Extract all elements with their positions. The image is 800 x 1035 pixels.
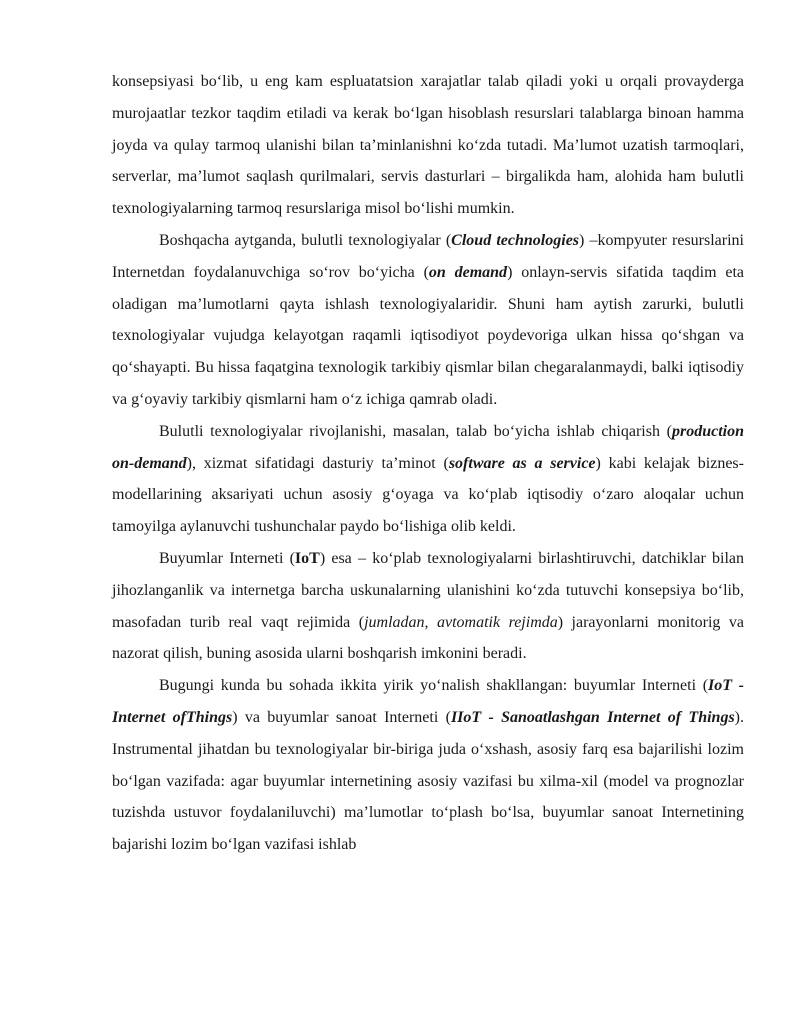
- text-run: ) va buyumlar sanoat Interneti (: [232, 708, 451, 726]
- emphasis-run: IIoT - Sanoatlashgan Internet of Things: [450, 708, 735, 726]
- text-run: ), xizmat sifatidagi dasturiy ta’minot (: [186, 454, 449, 472]
- paragraph-5: [112, 670, 744, 861]
- text-run: ,: [424, 613, 437, 631]
- text-run: Boshqacha aytganda, bulutli texnologiyalar (: [159, 231, 452, 249]
- text-run: ) jarayonlarni monitorig va nazorat qilish, buning asosida ularni boshqarish imkonini beradi.: [112, 613, 745, 663]
- document-body: [112, 66, 744, 861]
- emphasis-run: Cloud technologies: [451, 231, 580, 249]
- emphasis-run: IoT - Internet ofThings: [112, 677, 745, 726]
- paragraph-3: [112, 416, 744, 543]
- text-run: ) –kompyuter resurslarini Internetdan foydalanuvchiga soʻrov boʻyicha (: [112, 231, 744, 281]
- text-run: ) kabi kelajak biznes-modellarining aksariyati uchun asosiy gʻoyaga va koʻplab iqtisodiy oʻzaro aloqalar uchun tamoyilga aylanuvchi tushunchalar paydo boʻlishiga olib keldi.: [112, 454, 744, 536]
- paragraph-4: [112, 543, 744, 670]
- emphasis-run: avtomatik rejimda: [437, 613, 558, 631]
- text-run: konsepsiyasi boʻlib, u eng kam espluatatsion xarajatlar talab qiladi yoki u orqali provayderga murojaatlar tezkor taqdim etiladi va kerak boʻlgan hisoblash resurslari talablarga binoan hamma joyda va qulay tarmoq ulanishi bilan ta’minlanishni koʻzda tutadi. Ma’lumot uzatish tarmoqlari, serverlar, ma’lumot saqlash qurilmalari, servis dasturlari – birgalikda ham, alohida ham bulutli texnologiyalarning tarmoq resurslariga misol boʻlishi mumkin.: [112, 73, 744, 218]
- paragraph-2: [112, 225, 744, 416]
- emphasis-run: software as a service: [448, 454, 596, 472]
- emphasis-run: IoT: [294, 549, 320, 567]
- emphasis-run: production on-demand: [112, 422, 744, 472]
- emphasis-run: on demand: [428, 263, 508, 281]
- paragraph-1: [112, 66, 744, 225]
- text-run: Bulutli texnologiyalar rivojlanishi, masalan, talab boʻyicha ishlab chiqarish (: [159, 422, 672, 440]
- text-run: Bugungi kunda bu sohada ikkita yirik yoʻnalish shakllangan: buyumlar Interneti (: [159, 677, 709, 695]
- text-run: ) onlayn-servis sifatida taqdim eta oladigan ma’lumotlarni qayta ishlash texnologiyalaridir. Shuni ham aytish zarurki, bulutli texnologiyalar vujudga kelayotgan raqamli iqtisodiyot poydevoriga ulkan hissa qoʻshgan va qoʻshayapti. Bu hissa faqatgina texnologik tarkibiy qismlar bilan chegaralanmaydi, balki iqtisodiy va gʻoyaviy tarkibiy qismlarni ham oʻz ichiga qamrab oladi.: [112, 263, 745, 408]
- emphasis-run: jumladan: [364, 613, 425, 631]
- text-run: ). Instrumental jihatdan bu texnologiyalar bir-biriga juda oʻxshash, asosiy farq esa bajarilishi lozim boʻlgan vazifada: agar buyumlar internetining asosiy vazifasi bu xilma-xil (model va prognozlar tuzishda ustuvor foydalaniluvchi) ma’lumotlar toʻplash boʻlsa, buyumlar sanoat Internetining bajarishi lozim boʻlgan vazifasi ishlab: [112, 708, 744, 854]
- text-run: Buyumlar Interneti (: [159, 549, 295, 567]
- text-run: ) esa – koʻplab texnologiyalarni birlashtiruvchi, datchiklar bilan jihozlanganlik va internetga barcha uskunalarning ulanishini koʻzda tutuvchi konsepsiya boʻlib, masofadan turib real vaqt rejimida (: [112, 549, 745, 631]
